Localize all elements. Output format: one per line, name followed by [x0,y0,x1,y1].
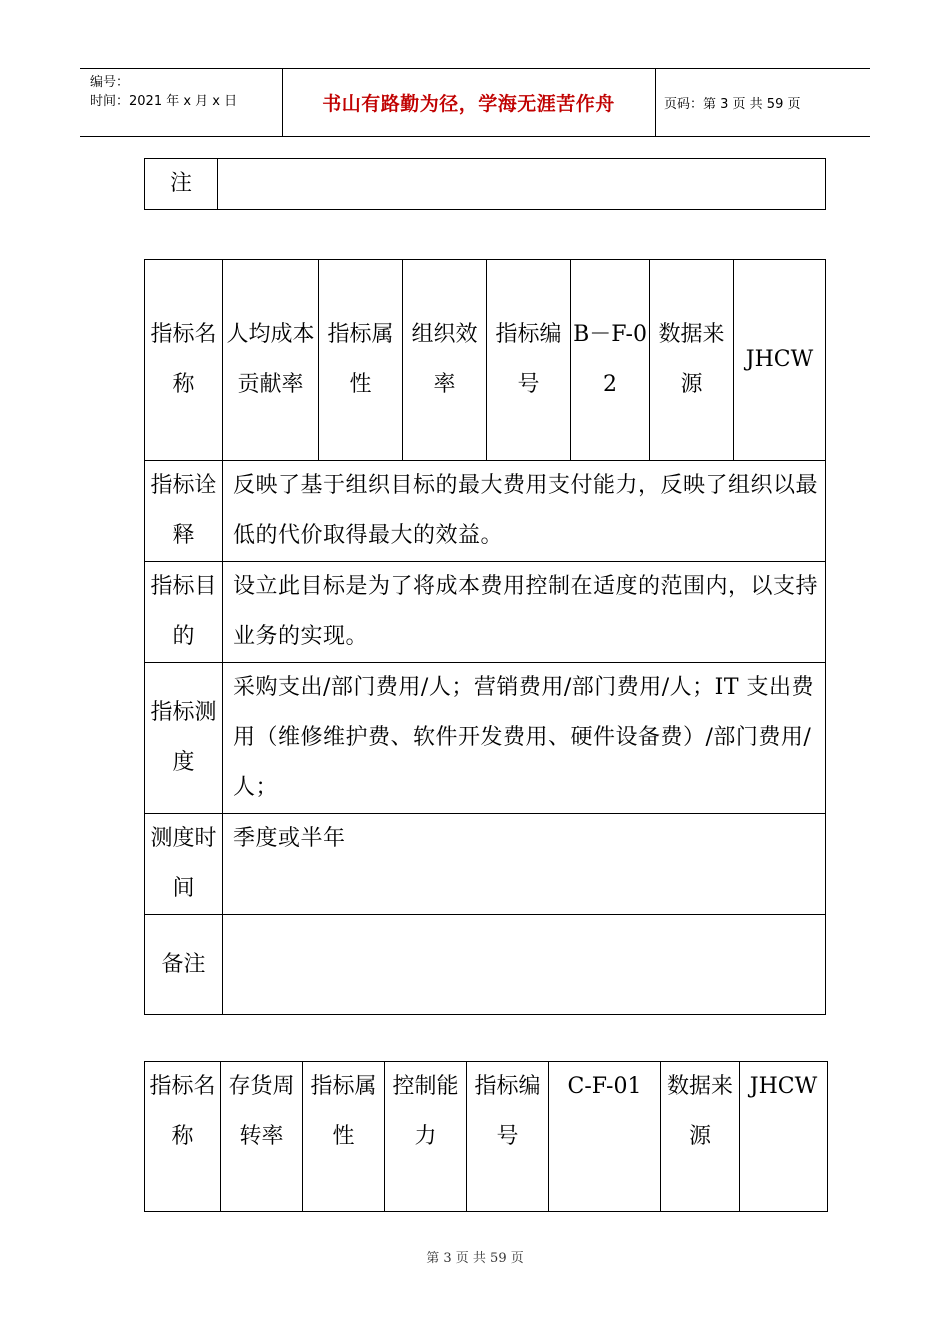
remarks-label: 备注 [145,915,223,1015]
indicator-attribute-value: 控制能力 [385,1062,467,1212]
indicator-measure-label: 指标测度 [145,663,223,814]
measure-time-label: 测度时间 [145,814,223,915]
note-table [144,158,826,210]
data-source-label: 数据来源 [661,1062,740,1212]
data-source-label: 数据来源 [650,260,734,461]
indicator-name-value: 存货周转率 [221,1062,303,1212]
header-meta [90,73,237,111]
note-content [218,159,826,210]
header-motto: 书山有路勤为径，学海无涯苦作舟 [322,93,615,115]
indicator-code-label: 指标编号 [487,260,571,461]
indicator-code-label: 指标编号 [467,1062,549,1212]
indicator-attribute-label: 指标属性 [303,1062,385,1212]
indicator-name-label: 指标名称 [145,1062,221,1212]
indicator-explanation-label: 指标诠释 [145,461,223,562]
indicator-attribute-value: 组织效率 [403,260,487,461]
indicator-code-value: C-F-01 [549,1062,661,1212]
indicator-code-value: B－F-02 [571,260,650,461]
indicator-explanation-text: 反映了基于组织目标的最大费用支付能力，反映了组织以最低的代价取得最大的效益。 [223,461,826,562]
indicator-purpose-text: 设立此目标是为了将成本费用控制在适度的范围内，以支持业务的实现。 [223,562,826,663]
document-number-label: 编号： [90,75,130,90]
header-divider [655,69,656,136]
indicator-purpose-label: 指标目的 [145,562,223,663]
indicator-table-inventory [144,1061,828,1212]
page-footer: 第 3 页 共 59 页 [426,1251,524,1266]
indicator-table-cost [144,259,826,1015]
data-source-value: JHCW [734,260,826,461]
indicator-measure-text: 采购支出/部门费用/人；营销费用/部门费用/人；IT 支出费用（维修维护费、软件开发费用、硬件设备费）/部门费用/人； [223,663,826,814]
page-header [80,68,870,137]
header-page-info: 页码：第 3 页 共 59 页 [664,97,801,112]
note-label: 注 [145,159,218,210]
remarks-text [223,915,826,1015]
measure-time-text: 季度或半年 [223,814,826,915]
indicator-name-label: 指标名称 [145,260,223,461]
document-time-label: 时间：2021 年 x 月 x 日 [90,94,238,109]
indicator-attribute-label: 指标属性 [319,260,403,461]
data-source-value: JHCW [740,1062,828,1212]
indicator-name-value: 人均成本贡献率 [223,260,319,461]
